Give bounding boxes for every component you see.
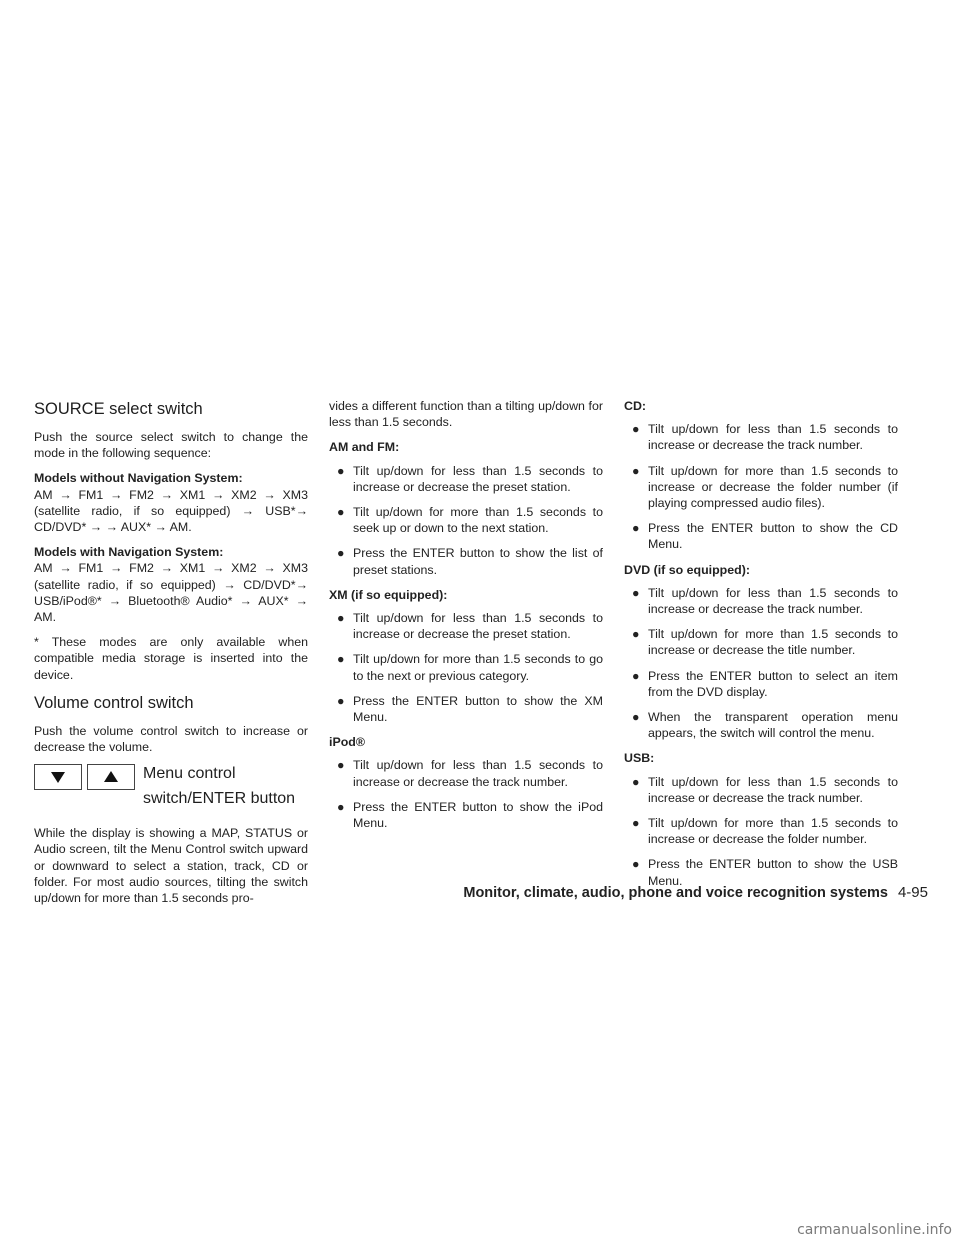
- column-1: [34, 398, 308, 915]
- source-select-heading: SOURCE select switch: [34, 400, 203, 418]
- bullet-icon: ●: [337, 652, 345, 667]
- without-nav-sequence: AM → FM1 → FM2 → XM1 → XM2 → XM3 (satellite radio, if so equipped) → USB*→ CD/DVD* → → AUX* → AM.: [34, 487, 308, 535]
- xm-list: [329, 610, 603, 725]
- with-nav-paragraph: [34, 544, 308, 625]
- bullet-icon: ●: [632, 463, 640, 478]
- cd-list: [624, 421, 898, 552]
- bullet-icon: ●: [632, 668, 640, 683]
- availability-note: * These modes are only available when compatible media storage is inserted into the device.: [34, 635, 308, 682]
- bullet-icon: ●: [337, 611, 345, 626]
- usb-heading: USB:: [624, 751, 655, 766]
- source-intro-text: Push the source select switch to change the mode in the following sequence:: [34, 430, 308, 461]
- bullet-icon: ●: [337, 758, 345, 773]
- bullet-icon: ●: [337, 693, 345, 708]
- list-item: ● Press the ENTER button to select an item from the DVD display.: [632, 668, 898, 699]
- list-item: ● Tilt up/down for less than 1.5 seconds to increase or decrease the track number.: [632, 422, 898, 453]
- list-item: ● Tilt up/down for more than 1.5 seconds to go to the next or previous category.: [337, 652, 603, 683]
- list-item: ● Tilt up/down for more than 1.5 seconds to increase or decrease the title number.: [632, 627, 898, 658]
- list-item: ● Tilt up/down for less than 1.5 seconds to increase or decrease the preset station.: [337, 463, 603, 494]
- triangle-up-icon: [87, 764, 135, 790]
- ipod-list: [329, 757, 603, 831]
- list-item: ● Tilt up/down for more than 1.5 seconds to increase or decrease the folder number.: [632, 816, 898, 847]
- list-item: ● Press the ENTER button to show the XM Menu.: [337, 693, 603, 725]
- without-nav-heading: Models without Navigation System:: [34, 471, 243, 486]
- column-3: [624, 398, 898, 898]
- volume-control-text: Push the volume control switch to increase or decrease the volume.: [34, 723, 308, 755]
- dvd-list: [624, 585, 898, 742]
- bullet-icon: ●: [632, 816, 640, 831]
- menu-control-heading-row: [34, 764, 308, 811]
- without-nav-paragraph: [34, 470, 308, 535]
- with-nav-heading: Models with Navigation System:: [34, 545, 224, 560]
- bullet-icon: ●: [632, 857, 640, 872]
- bullet-icon: ●: [337, 463, 345, 478]
- list-item: ● Press the ENTER button to show the CD Menu.: [632, 521, 898, 552]
- list-item: ● Tilt up/down for more than 1.5 seconds to seek up or down to the next station.: [337, 505, 603, 536]
- footer-section-title: Monitor, climate, audio, phone and voice recognition systems: [463, 885, 888, 901]
- bullet-icon: ●: [632, 422, 640, 437]
- list-item: ● Tilt up/down for more than 1.5 seconds to increase or decrease the folder number (if playing compressed audio files).: [632, 463, 898, 511]
- dvd-heading: DVD (if so equipped):: [624, 562, 750, 577]
- menu-control-heading-line-1: Menu control: [143, 765, 236, 783]
- page-number: 4-95: [897, 884, 928, 901]
- am-fm-heading: AM and FM:: [329, 440, 400, 455]
- watermark: carmanualsonline.info: [797, 1222, 952, 1238]
- menu-control-heading-line-2: switch/ENTER button: [143, 790, 296, 808]
- usb-list: [624, 774, 898, 889]
- ipod-heading: iPod®: [329, 735, 365, 750]
- bullet-icon: ●: [632, 774, 640, 789]
- cd-heading: CD:: [624, 399, 647, 413]
- list-item: ● When the transparent operation menu appears, the switch will control the menu.: [632, 710, 898, 741]
- triangle-down-icon: [34, 764, 82, 790]
- xm-heading: XM (if so equipped):: [329, 587, 448, 602]
- volume-control-heading: Volume control switch: [34, 693, 194, 712]
- bullet-icon: ●: [337, 505, 345, 520]
- am-fm-list: [329, 463, 603, 578]
- with-nav-sequence: AM → FM1 → FM2 → XM1 → XM2 → XM3 (satellite radio, if so equipped) → CD/DVD*→ USB/iPod®* → Bluetooth® Audio* → AUX* → AM.: [34, 561, 308, 625]
- menu-control-text: While the display is showing a MAP, STATUS or Audio screen, tilt the Menu Control switch upward or downward to select a station, track, CD or folder. For most audio sources, tilting the switch up/down for more than 1.5 seconds pro-: [34, 826, 308, 906]
- bullet-icon: ●: [337, 799, 345, 814]
- list-item: ● Tilt up/down for less than 1.5 seconds to increase or decrease the track number.: [632, 774, 898, 805]
- list-item: ● Press the ENTER button to show the list of preset stations.: [337, 546, 603, 577]
- list-item: ● Press the ENTER button to show the iPod Menu.: [337, 799, 603, 831]
- bullet-icon: ●: [632, 627, 640, 642]
- list-item: ● Tilt up/down for less than 1.5 seconds to increase or decrease the preset station.: [337, 611, 603, 642]
- list-item: ● Press the ENTER button to show the USB Menu.: [632, 857, 898, 888]
- list-item: ● Tilt up/down for less than 1.5 seconds to increase or decrease the track number.: [632, 585, 898, 617]
- bullet-icon: ●: [632, 521, 640, 536]
- menu-control-heading: [143, 761, 295, 811]
- bullet-icon: ●: [632, 585, 640, 600]
- menu-control-continued-text: vides a different function than a tilting up/down for less than 1.5 seconds.: [329, 399, 603, 430]
- bullet-icon: ●: [337, 546, 345, 561]
- bullet-icon: ●: [632, 710, 640, 725]
- list-item: ● Tilt up/down for less than 1.5 seconds to increase or decrease the track number.: [337, 758, 603, 789]
- page-footer: [428, 883, 928, 903]
- column-2: [329, 398, 603, 840]
